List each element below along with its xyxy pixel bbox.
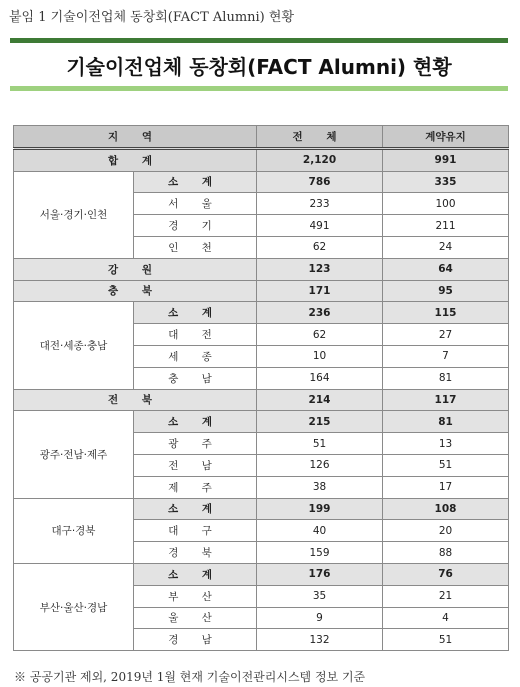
table-row xyxy=(14,280,509,302)
row-label: 울 산 xyxy=(134,607,257,629)
row-label: 경 남 xyxy=(134,629,257,651)
total-value: 786 xyxy=(257,171,383,193)
kept-value: 211 xyxy=(383,215,509,237)
kept-value: 24 xyxy=(383,236,509,258)
total-value: 51 xyxy=(257,433,383,455)
row-label: 세 종 xyxy=(134,345,257,367)
table-header-row xyxy=(14,126,509,149)
row-label: 충 북 xyxy=(14,280,257,302)
total-value: 62 xyxy=(257,324,383,346)
row-label: 제 주 xyxy=(134,476,257,498)
row-label: 경 북 xyxy=(134,542,257,564)
row-label: 서 울 xyxy=(134,193,257,215)
kept-value: 17 xyxy=(383,476,509,498)
total-value: 164 xyxy=(257,367,383,389)
row-label: 강 원 xyxy=(14,258,257,280)
table-row xyxy=(14,302,509,324)
region-label: 광주·전남·제주 xyxy=(14,411,134,498)
kept-value: 100 xyxy=(383,193,509,215)
row-label: 인 천 xyxy=(134,236,257,258)
region-label: 대전·세종·충남 xyxy=(14,302,134,389)
kept-value: 991 xyxy=(383,148,509,171)
row-label: 광 주 xyxy=(134,433,257,455)
row-label: 소 계 xyxy=(134,171,257,193)
kept-value: 115 xyxy=(383,302,509,324)
total-value: 491 xyxy=(257,215,383,237)
row-label: 전 북 xyxy=(14,389,257,411)
total-value: 214 xyxy=(257,389,383,411)
row-label: 대 전 xyxy=(134,324,257,346)
kept-value: 335 xyxy=(383,171,509,193)
kept-value: 117 xyxy=(383,389,509,411)
row-label: 합 계 xyxy=(14,148,257,171)
kept-value: 51 xyxy=(383,454,509,476)
row-label: 대 구 xyxy=(134,520,257,542)
total-value: 9 xyxy=(257,607,383,629)
region-label: 대구·경북 xyxy=(14,498,134,563)
kept-value: 27 xyxy=(383,324,509,346)
total-value: 233 xyxy=(257,193,383,215)
header-contract-kept: 계약유지 xyxy=(383,126,509,149)
kept-value: 81 xyxy=(383,367,509,389)
table-row xyxy=(14,563,509,585)
total-value: 40 xyxy=(257,520,383,542)
page-title: 기술이전업체 동창회(FACT Alumni) 현황 xyxy=(66,54,452,79)
kept-value: 88 xyxy=(383,542,509,564)
row-label: 소 계 xyxy=(134,563,257,585)
table-row xyxy=(14,411,509,433)
row-label: 전 남 xyxy=(134,454,257,476)
kept-value: 64 xyxy=(383,258,509,280)
total-value: 132 xyxy=(257,629,383,651)
kept-value: 51 xyxy=(383,629,509,651)
grand-total-row xyxy=(14,148,509,171)
kept-value: 20 xyxy=(383,520,509,542)
title-top-bar xyxy=(10,38,508,43)
table-row xyxy=(14,258,509,280)
kept-value: 7 xyxy=(383,345,509,367)
total-value: 215 xyxy=(257,411,383,433)
row-label: 경 기 xyxy=(134,215,257,237)
table-row xyxy=(14,498,509,520)
kept-value: 95 xyxy=(383,280,509,302)
kept-value: 81 xyxy=(383,411,509,433)
total-value: 62 xyxy=(257,236,383,258)
kept-value: 13 xyxy=(383,433,509,455)
total-value: 126 xyxy=(257,454,383,476)
attachment-caption: 붙임 1 기술이전업체 동창회(FACT Alumni) 현황 xyxy=(9,10,295,25)
kept-value: 108 xyxy=(383,498,509,520)
table-row xyxy=(14,171,509,193)
total-value: 38 xyxy=(257,476,383,498)
total-value: 171 xyxy=(257,280,383,302)
region-label: 부산·울산·경남 xyxy=(14,563,134,650)
row-label: 충 남 xyxy=(134,367,257,389)
total-value: 236 xyxy=(257,302,383,324)
total-value: 35 xyxy=(257,585,383,607)
total-value: 199 xyxy=(257,498,383,520)
row-label: 소 계 xyxy=(134,498,257,520)
row-label: 부 산 xyxy=(134,585,257,607)
total-value: 10 xyxy=(257,345,383,367)
kept-value: 21 xyxy=(383,585,509,607)
row-label: 소 계 xyxy=(134,411,257,433)
row-label: 소 계 xyxy=(134,302,257,324)
alumni-status-table xyxy=(13,125,509,651)
title-bottom-bar xyxy=(10,86,508,91)
region-label: 서울·경기·인천 xyxy=(14,171,134,258)
total-value: 123 xyxy=(257,258,383,280)
table-row xyxy=(14,389,509,411)
kept-value: 76 xyxy=(383,563,509,585)
total-value: 176 xyxy=(257,563,383,585)
footnote: ※ 공공기관 제외, 2019년 1월 현재 기술이전관리시스템 정보 기준 xyxy=(14,670,366,684)
total-value: 159 xyxy=(257,542,383,564)
total-value: 2,120 xyxy=(257,148,383,171)
kept-value: 4 xyxy=(383,607,509,629)
header-total: 전 체 xyxy=(257,126,383,149)
header-region: 지 역 xyxy=(14,126,257,149)
